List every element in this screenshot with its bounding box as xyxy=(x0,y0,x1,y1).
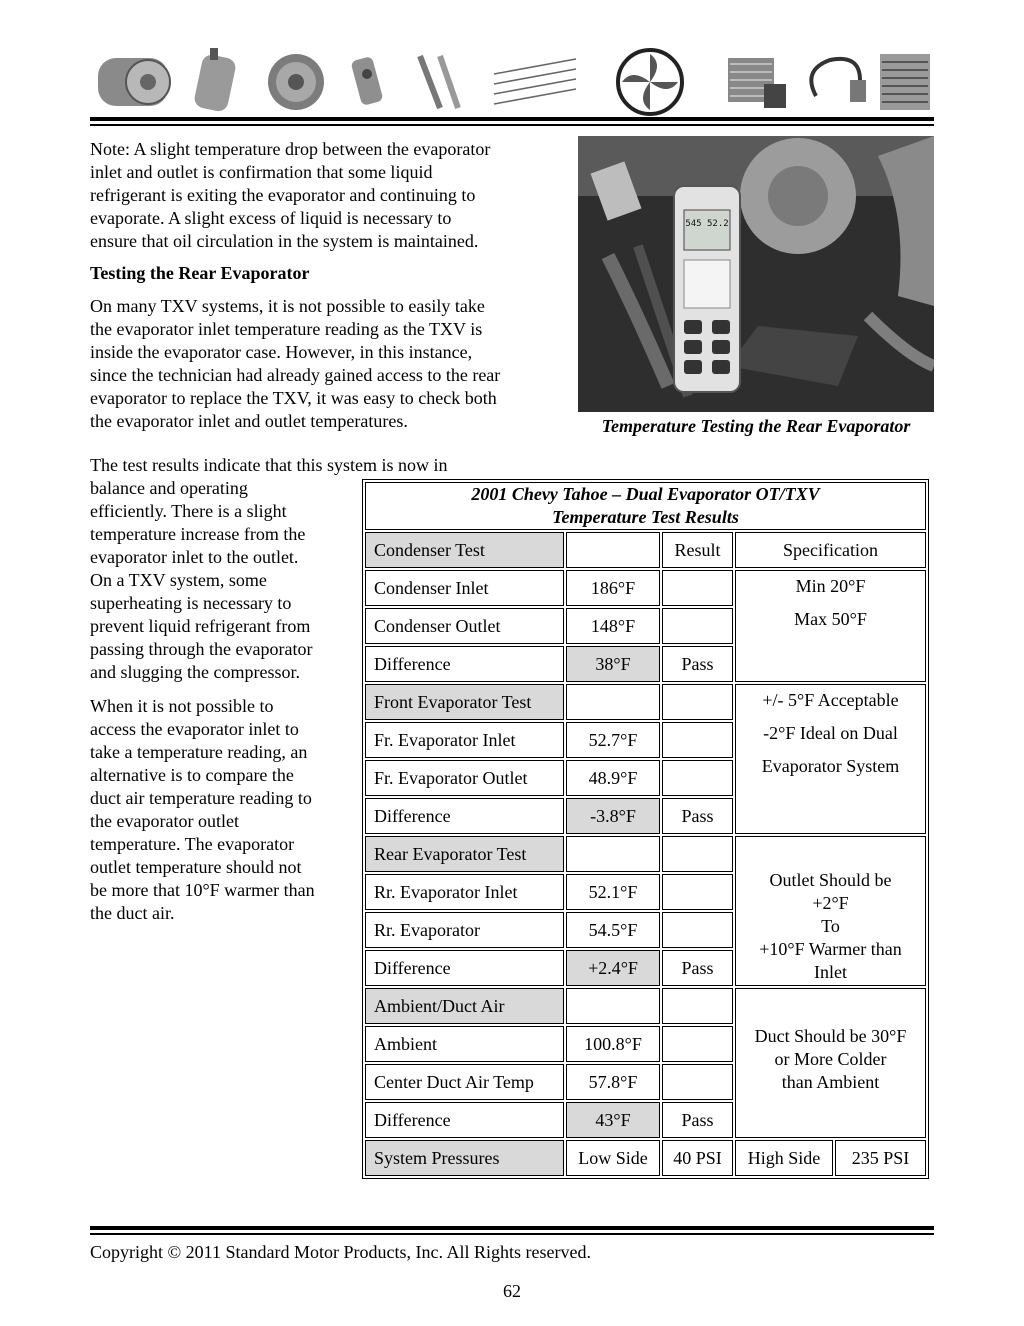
row-result: Pass xyxy=(662,1102,733,1138)
condenser-test-header: Condenser Test xyxy=(365,532,564,568)
row-result xyxy=(662,684,733,720)
header-rule-thin xyxy=(90,124,934,126)
row-value: 57.8°F xyxy=(566,1064,660,1100)
system-pressures-label: System Pressures xyxy=(365,1140,564,1176)
fan-icon xyxy=(618,50,682,114)
header-rule-thick xyxy=(90,117,934,121)
specification-header: Specification xyxy=(735,532,926,568)
hose-icon xyxy=(811,59,866,102)
condenser-spec: Min 20°F Max 50°F xyxy=(735,570,926,682)
row-label: Difference xyxy=(365,1102,564,1138)
evaporator-icon xyxy=(880,54,930,110)
accumulator-icon xyxy=(193,48,237,113)
value-header xyxy=(566,532,660,568)
page-number: 62 xyxy=(503,1281,521,1301)
row-result xyxy=(662,912,733,948)
row-label: Fr. Evaporator Inlet xyxy=(365,722,564,758)
row-value: 186°F xyxy=(566,570,660,606)
ambient-spec: Duct Should be 30°F or More Colder than Ambient xyxy=(735,988,926,1138)
high-side-value: 235 PSI xyxy=(835,1140,926,1176)
row-result xyxy=(662,608,733,644)
copyright-notice: Copyright © 2011 Standard Motor Products, Inc. All Rights reserved. xyxy=(90,1242,591,1262)
compressor-icon xyxy=(98,58,170,106)
table-row xyxy=(365,684,926,720)
row-label: Center Duct Air Temp xyxy=(365,1064,564,1100)
table-title: 2001 Chevy Tahoe – Dual Evaporator OT/TXV Temperature Test Results xyxy=(365,482,926,530)
row-value: 100.8°F xyxy=(566,1026,660,1062)
rear-evaporator-spec: Outlet Should be +2°F To +10°F Warmer than Inlet xyxy=(735,836,926,986)
rear-evaporator-header: Rear Evaporator Test xyxy=(365,836,564,872)
system-pressures-row xyxy=(365,1140,926,1176)
clutch-icon xyxy=(268,54,324,110)
row-label: Difference xyxy=(365,798,564,834)
row-label: Ambient xyxy=(365,1026,564,1062)
high-side-label: High Side xyxy=(735,1140,833,1176)
photo-caption: Temperature Testing the Rear Evaporator xyxy=(601,416,911,436)
table-header-row xyxy=(365,532,926,568)
row-value: 52.1°F xyxy=(566,874,660,910)
result-header: Result xyxy=(662,532,733,568)
txv-paragraph: On many TXV systems, it is not possible to easily take the evaporator inlet temperature reading as the TXV is inside the evaporator case. However, in this instance, since the technician had already gained access to the rear evaporator to replace the TXV, it was easy to check both the evaporator inlet and outlet temperatures. xyxy=(90,296,501,431)
row-label: Condenser Inlet xyxy=(365,570,564,606)
table-title-row xyxy=(365,482,926,530)
section-heading: Testing the Rear Evaporator xyxy=(90,263,310,283)
row-result xyxy=(662,1026,733,1062)
row-label: Fr. Evaporator Outlet xyxy=(365,760,564,796)
row-value: 54.5°F xyxy=(566,912,660,948)
row-value: -3.8°F xyxy=(566,798,660,834)
row-value: 52.7°F xyxy=(566,722,660,758)
blower-motor-icon xyxy=(728,58,786,108)
row-result xyxy=(662,570,733,606)
table-row xyxy=(365,836,926,872)
row-value xyxy=(566,836,660,872)
row-result xyxy=(662,988,733,1024)
row-value: 43°F xyxy=(566,1102,660,1138)
results-paragraph: balance and operating efficiently. There is a slight temperature increase from the evaporator inlet to the outlet. On a TXV system, some superheating is necessary to prevent liquid refrigerant from passing through the evaporator and slugging the compressor. xyxy=(90,478,313,682)
expansion-valve-icon xyxy=(350,56,383,106)
row-result xyxy=(662,760,733,796)
thermometer-meter xyxy=(674,186,740,392)
row-label: Rr. Evaporator xyxy=(365,912,564,948)
row-result: Pass xyxy=(662,646,733,682)
footer-rule-thick xyxy=(90,1226,934,1230)
row-result: Pass xyxy=(662,950,733,986)
table-row xyxy=(365,570,926,606)
low-side-label: Low Side xyxy=(566,1140,660,1176)
duct-paragraph: When it is not possible to access the evaporator inlet to take a temperature reading, an alternative is to compare the duct air temperature reading to the evaporator outlet temperature. The evaporator outlet temperature should not be more that 10°F warmer than the duct air. xyxy=(90,696,315,923)
row-label: Condenser Outlet xyxy=(365,608,564,644)
row-value: 48.9°F xyxy=(566,760,660,796)
intro-note: Note: A slight temperature drop between the evaporator inlet and outlet is confirmation that some liquid refrigerant is exiting the evaporator and continuing to evaporate. A slight excess of liquid is necessary to ensure that oil circulation in the system is maintained. xyxy=(90,139,491,251)
row-value xyxy=(566,988,660,1024)
evaporator-test-photo xyxy=(578,136,934,412)
row-label: Rr. Evaporator Inlet xyxy=(365,874,564,910)
row-value: 38°F xyxy=(566,646,660,682)
row-result: Pass xyxy=(662,798,733,834)
table-row xyxy=(365,988,926,1024)
orifice-tube-icon xyxy=(420,56,458,108)
row-result xyxy=(662,874,733,910)
row-result xyxy=(662,722,733,758)
row-result xyxy=(662,836,733,872)
footer-rule-thin xyxy=(90,1233,934,1235)
row-value: +2.4°F xyxy=(566,950,660,986)
results-paragraph-first-line: The test results indicate that this system is now in xyxy=(90,455,448,475)
row-value: 148°F xyxy=(566,608,660,644)
temperature-results-table xyxy=(362,479,929,1179)
row-value xyxy=(566,684,660,720)
condenser-icon xyxy=(490,44,578,104)
row-result xyxy=(662,1064,733,1100)
front-evaporator-header: Front Evaporator Test xyxy=(365,684,564,720)
ambient-duct-header: Ambient/Duct Air xyxy=(365,988,564,1024)
parts-header-strip xyxy=(90,44,934,116)
row-label: Difference xyxy=(365,950,564,986)
low-side-value: 40 PSI xyxy=(662,1140,733,1176)
meter-display: 545 52.2 xyxy=(685,219,729,229)
front-evaporator-spec: +/- 5°F Acceptable -2°F Ideal on Dual Evaporator System xyxy=(735,684,926,834)
row-label: Difference xyxy=(365,646,564,682)
